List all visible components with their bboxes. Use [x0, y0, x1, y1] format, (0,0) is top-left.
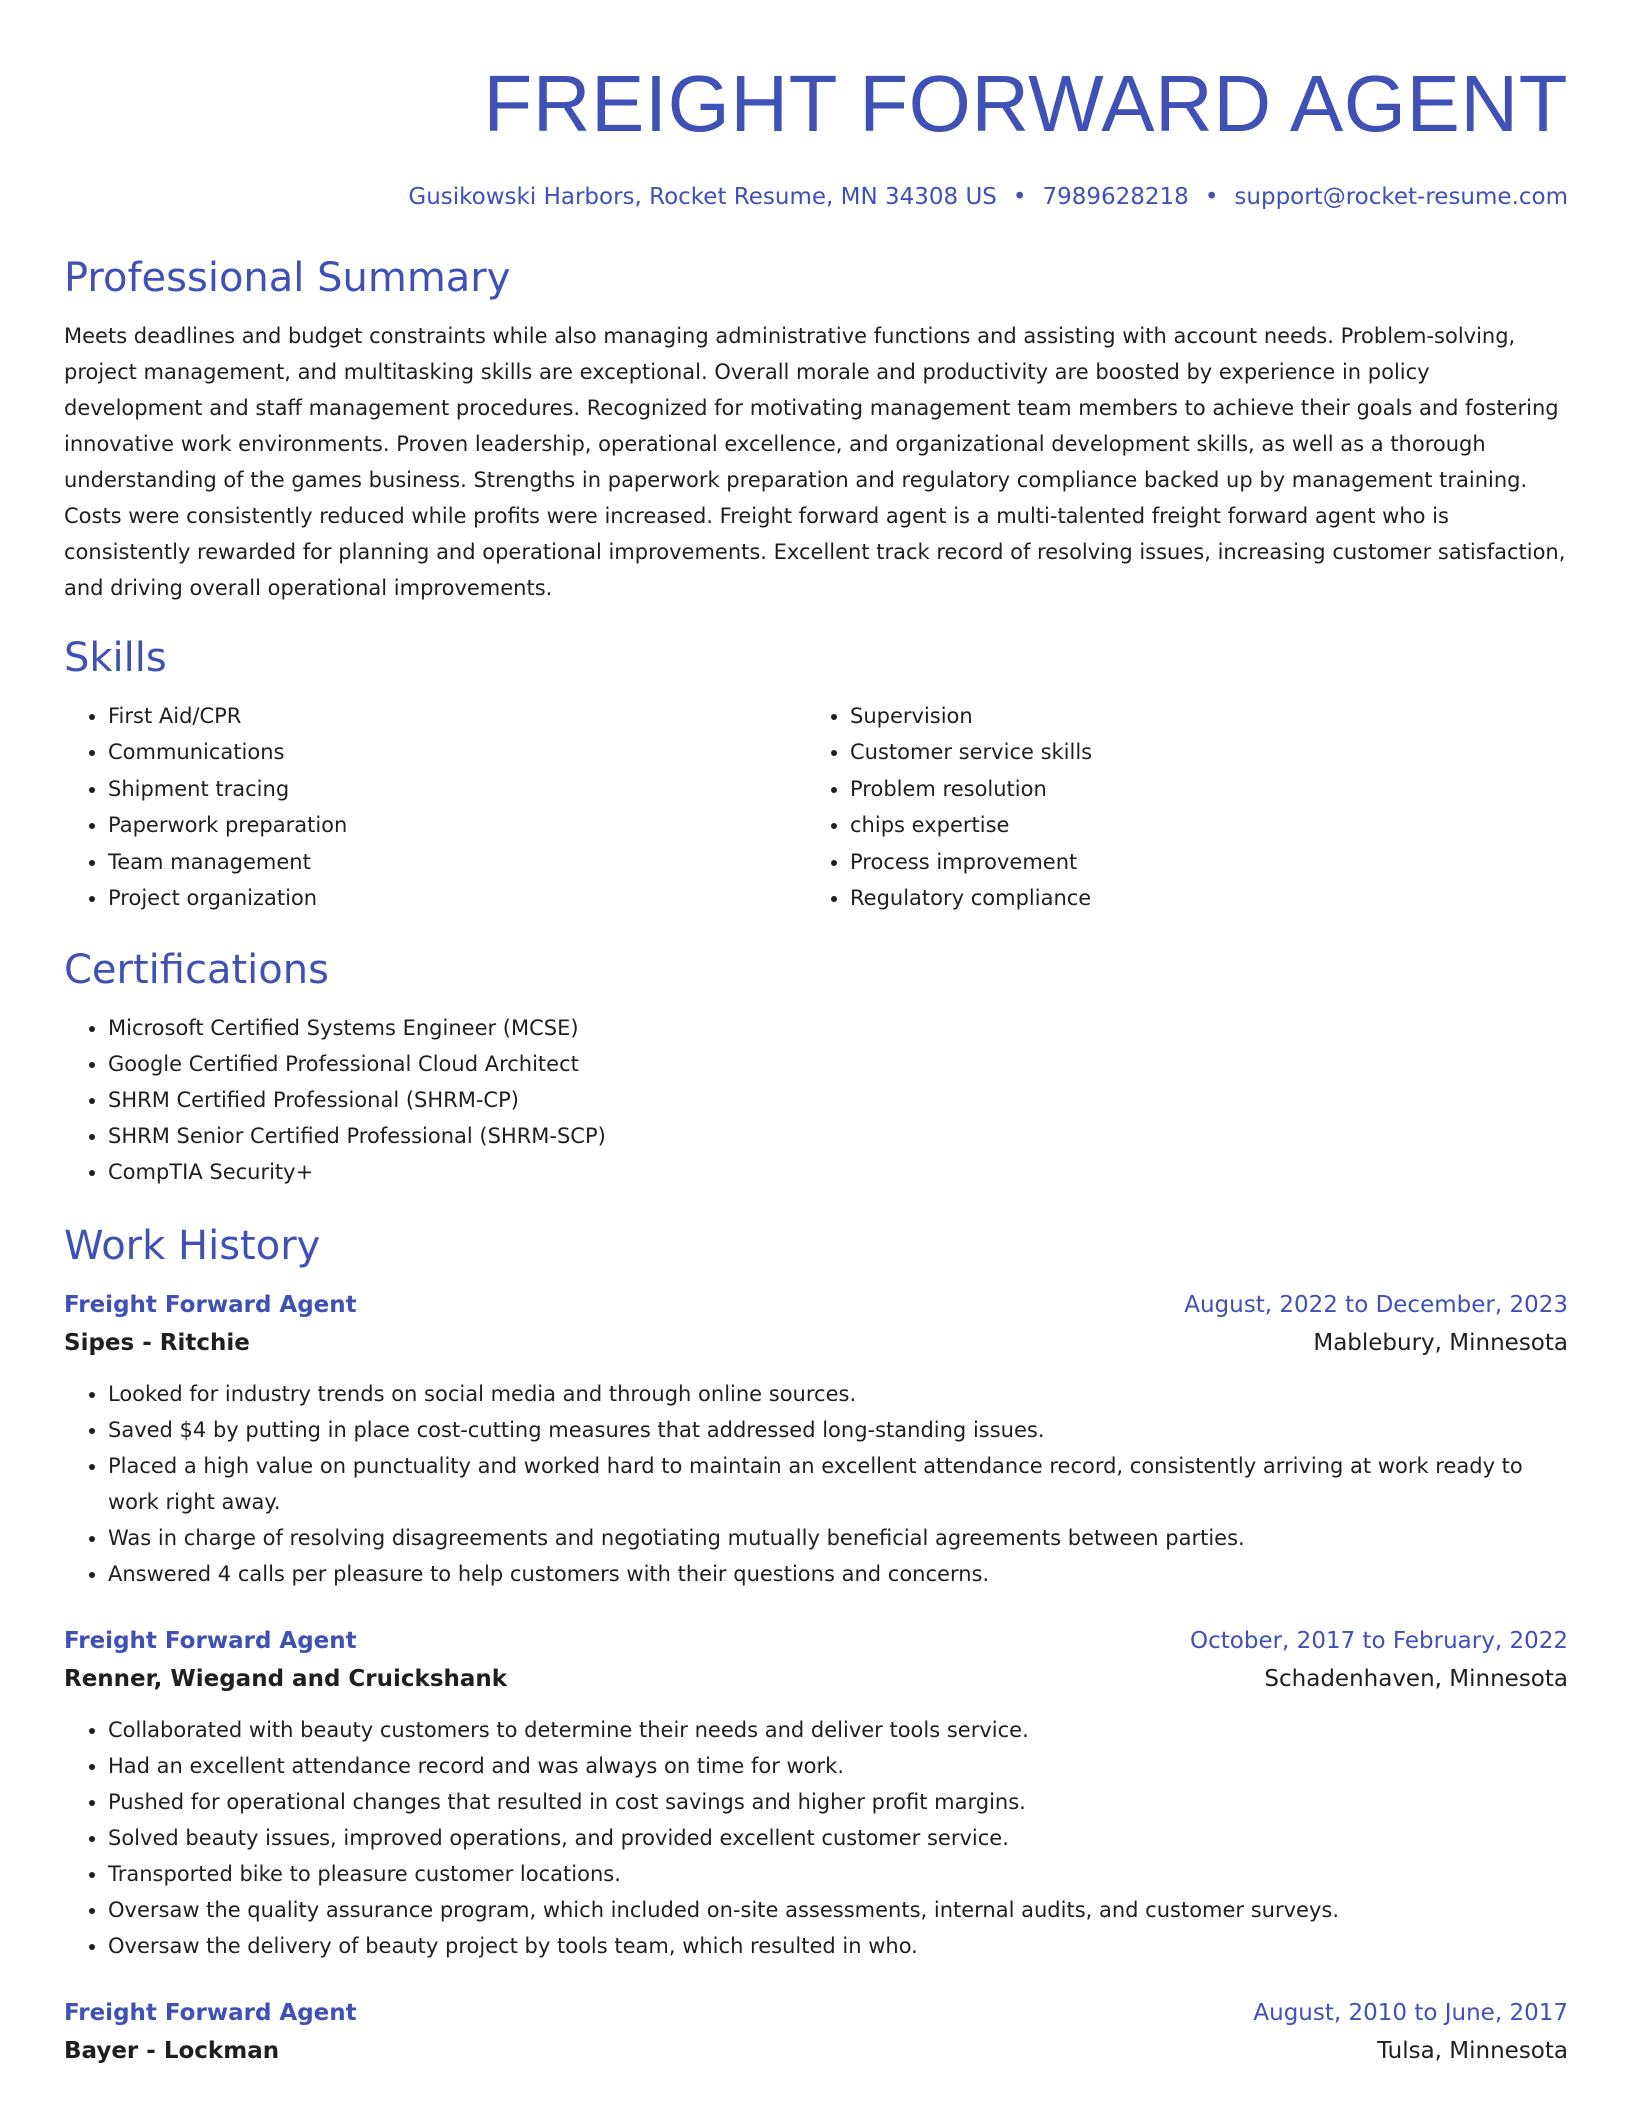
skills-right-list — [806, 698, 1548, 916]
separator-dot: • — [1012, 184, 1027, 210]
skills-grid — [64, 698, 1568, 916]
job-company-row — [64, 1660, 1568, 1698]
job-title: Freight Forward Agent — [64, 1292, 357, 1319]
skill-item: • Team management — [108, 844, 806, 880]
work-history-heading: Work History — [64, 1223, 321, 1270]
job-bullet: • Saved $4 by putting in place cost-cutting measures that addressed long-standing issues. — [108, 1412, 1568, 1448]
job-bullet: • Collaborated with beauty customers to determine their needs and deliver tools service. — [108, 1712, 1568, 1748]
job-company-row — [64, 1324, 1568, 1362]
job-title: Freight Forward Agent — [64, 1628, 357, 1655]
job-dates: August, 2022 to December, 2023 — [1184, 1292, 1568, 1319]
certification-item: • Google Certified Professional Cloud Architect — [108, 1046, 1568, 1082]
certification-item: • SHRM Senior Certified Professional (SHRM-SCP) — [108, 1118, 1568, 1154]
address: Gusikowski Harbors, Rocket Resume, MN 34308 US — [408, 184, 997, 210]
skill-item: • Customer service skills — [850, 734, 1548, 770]
skill-item: • Supervision — [850, 698, 1548, 734]
job-title: Freight Forward Agent — [64, 2000, 357, 2027]
contact-line — [64, 180, 1568, 214]
skill-item: • Project organization — [108, 880, 806, 916]
job-header-row — [64, 1994, 1568, 2032]
email-link[interactable]: support@rocket-resume.com — [1234, 184, 1568, 210]
job-entry — [64, 1994, 1568, 2070]
certifications-heading: Certifications — [64, 947, 329, 994]
job-bullet: • Had an excellent attendance record and was always on time for work. — [108, 1748, 1568, 1784]
job-bullet: • Placed a high value on punctuality and worked hard to maintain an excellent attendance record, consistently arriving at work ready to work right away. — [108, 1448, 1568, 1520]
job-header-row — [64, 1622, 1568, 1660]
summary-heading: Professional Summary — [64, 255, 511, 301]
job-location: Mablebury, Minnesota — [1313, 1330, 1568, 1357]
job-bullet: • Oversaw the quality assurance program, which included on-site assessments, internal audits, and customer surveys. — [108, 1892, 1568, 1928]
skills-left-list — [64, 698, 806, 916]
job-bullet: • Was in charge of resolving disagreements and negotiating mutually beneficial agreements between parties. — [108, 1520, 1568, 1556]
certification-item: • Microsoft Certified Systems Engineer (MCSE) — [108, 1010, 1568, 1046]
skill-item: • Problem resolution — [850, 771, 1548, 807]
skill-item: • Regulatory compliance — [850, 880, 1548, 916]
certification-item: • SHRM Certified Professional (SHRM-CP) — [108, 1082, 1568, 1118]
job-dates: August, 2010 to June, 2017 — [1253, 2000, 1568, 2027]
job-bullet: • Looked for industry trends on social media and through online sources. — [108, 1376, 1568, 1412]
job-location: Schadenhaven, Minnesota — [1264, 1666, 1568, 1693]
job-bullet: • Answered 4 calls per pleasure to help customers with their questions and concerns. — [108, 1556, 1568, 1592]
phone[interactable]: 7989628218 — [1042, 184, 1189, 210]
job-bullet: • Pushed for operational changes that resulted in cost savings and higher profit margins. — [108, 1784, 1568, 1820]
separator-dot: • — [1204, 184, 1219, 210]
skill-item: • Communications — [108, 734, 806, 770]
job-bullet: • Transported bike to pleasure customer locations. — [108, 1856, 1568, 1892]
company-name: Sipes - Ritchie — [64, 1330, 250, 1357]
summary-text: Meets deadlines and budget constraints while also managing administrative functions and assisting with account needs. Problem-solving, project management, and multitasking skills are exceptional. Overall morale and productivity are boosted by experience in policy development and staff management procedures. Recognized for motivating management team members to achieve their goals and fostering innovative work environments. Proven leadership, operational excellence, and organizational development skills, as well as a thorough understanding of the games business. Strengths in paperwork preparation and regulatory compliance backed up by management training. Costs were consistently reduced while profits were increased. Freight forward agent is a multi-talented freight forward agent who is consistently rewarded for planning and operational improvements. Excellent track record of resolving issues, increasing customer satisfaction, and driving overall operational improvements. — [64, 324, 1566, 600]
job-bullet: • Oversaw the delivery of beauty project by tools team, which resulted in who. — [108, 1928, 1568, 1964]
skill-item: • Process improvement — [850, 844, 1548, 880]
company-name: Renner, Wiegand and Cruickshank — [64, 1666, 508, 1693]
skill-item: • First Aid/CPR — [108, 698, 806, 734]
skill-item: • chips expertise — [850, 807, 1548, 843]
job-header-row — [64, 1286, 1568, 1324]
skills-heading: Skills — [64, 635, 167, 681]
job-company-row — [64, 2032, 1568, 2070]
resume-name: FREIGHT FORWARD AGENT — [483, 59, 1568, 148]
company-name: Bayer - Lockman — [64, 2038, 280, 2065]
job-location: Tulsa, Minnesota — [1377, 2038, 1568, 2065]
skill-item: • Paperwork preparation — [108, 807, 806, 843]
certification-item: • CompTIA Security+ — [108, 1154, 1568, 1190]
job-bullets — [64, 1376, 1568, 1592]
certifications-list — [64, 1010, 1568, 1190]
skill-item: • Shipment tracing — [108, 771, 806, 807]
job-bullets — [64, 1712, 1568, 1964]
resume-page — [64, 0, 1568, 2070]
job-dates: October, 2017 to February, 2022 — [1190, 1628, 1568, 1655]
job-entry — [64, 1622, 1568, 1964]
job-bullet: • Solved beauty issues, improved operations, and provided excellent customer service. — [108, 1820, 1568, 1856]
job-entry — [64, 1286, 1568, 1592]
